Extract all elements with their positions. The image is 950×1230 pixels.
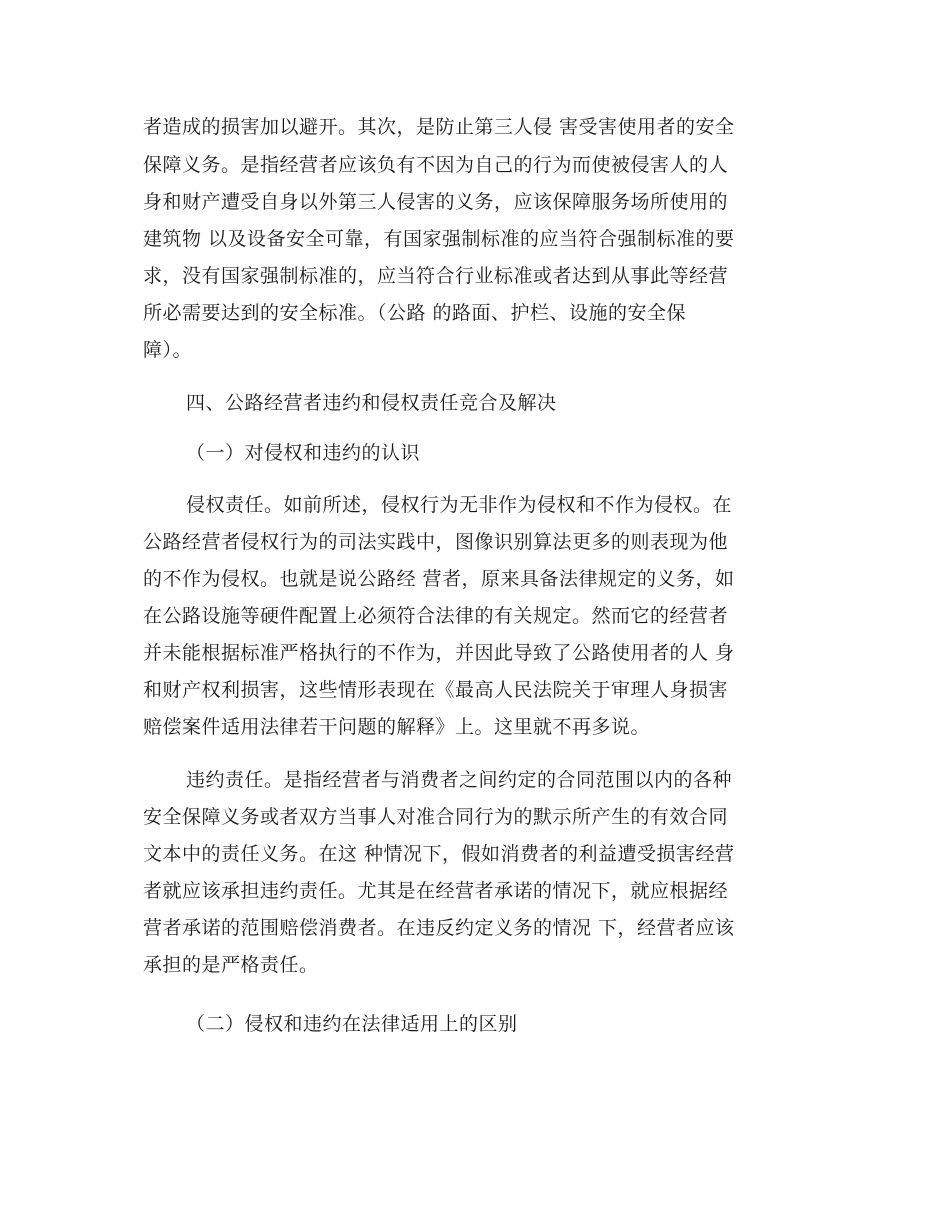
text-line: 违约责任。是指经营者与消费者之间约定的合同范围以内的各种 bbox=[186, 769, 733, 791]
text-line: 赔偿案件适用法律若干问题的解释》上。这里就不再多说。 bbox=[143, 716, 651, 738]
text-line: 所必需要达到的安全标准。（公路 的路面、护栏、设施的安全保 bbox=[143, 302, 687, 324]
text-line: 和财产权利损害，这些情形表现在《最高人民法院关于审理人身损害 bbox=[143, 679, 729, 701]
text-line: 建筑物 以及设备安全可靠，有国家强制标准的应当符合强制标准的要 bbox=[143, 228, 735, 250]
text-line: 者就应该承担违约责任。尤其是在经营者承诺的情况下，就应根据经 bbox=[143, 880, 729, 902]
text-line: 者造成的损害加以避开。其次，是防止第三人侵 害受害使用者的安全 bbox=[143, 116, 735, 138]
subsection-heading: （二）侵权和违约在法律适用上的区别 bbox=[186, 1013, 518, 1035]
text-line: 的不作为侵权。也就是说公路经 营者，原来具备法律规定的义务，如 bbox=[143, 568, 735, 590]
text-line: 公路经营者侵权行为的司法实践中，图像识别算法更多的则表现为他 bbox=[143, 531, 729, 553]
text-line: 保障义务。是指经营者应该负有不因为自己的行为而使被侵害人的人 bbox=[143, 154, 729, 176]
text-line: 并未能根据标准严格执行的不作为，并因此导致了公路使用者的人 身 bbox=[143, 642, 735, 664]
text-line: 身和财产遭受自身以外第三人侵害的义务，应该保障服务场所使用的 bbox=[143, 191, 729, 213]
subsection-heading: （一）对侵权和违约的认识 bbox=[186, 442, 421, 464]
text-line: 障）。 bbox=[143, 339, 193, 361]
section-heading: 四、公路经营者违约和侵权责任竞合及解决 bbox=[186, 392, 557, 414]
text-line: 在公路设施等硬件配置上必须符合法律的有关规定。然而它的经营者 bbox=[143, 605, 729, 627]
text-line: 营者承诺的范围赔偿消费者。在违反约定义务的情况 下，经营者应该 bbox=[143, 917, 735, 939]
text-line: 安全保障义务或者双方当事人对准合同行为的默示所产生的有效合同 bbox=[143, 806, 729, 828]
text-line: 承担的是严格责任。 bbox=[143, 954, 319, 976]
text-line: 求，没有国家强制标准的，应当符合行业标准或者达到从事此等经营 bbox=[143, 265, 729, 287]
text-line: 侵权责任。如前所述，侵权行为无非作为侵权和不作为侵权。在 bbox=[186, 494, 733, 516]
text-line: 文本中的责任义务。在这 种情况下，假如消费者的利益遭受损害经营 bbox=[143, 843, 735, 865]
